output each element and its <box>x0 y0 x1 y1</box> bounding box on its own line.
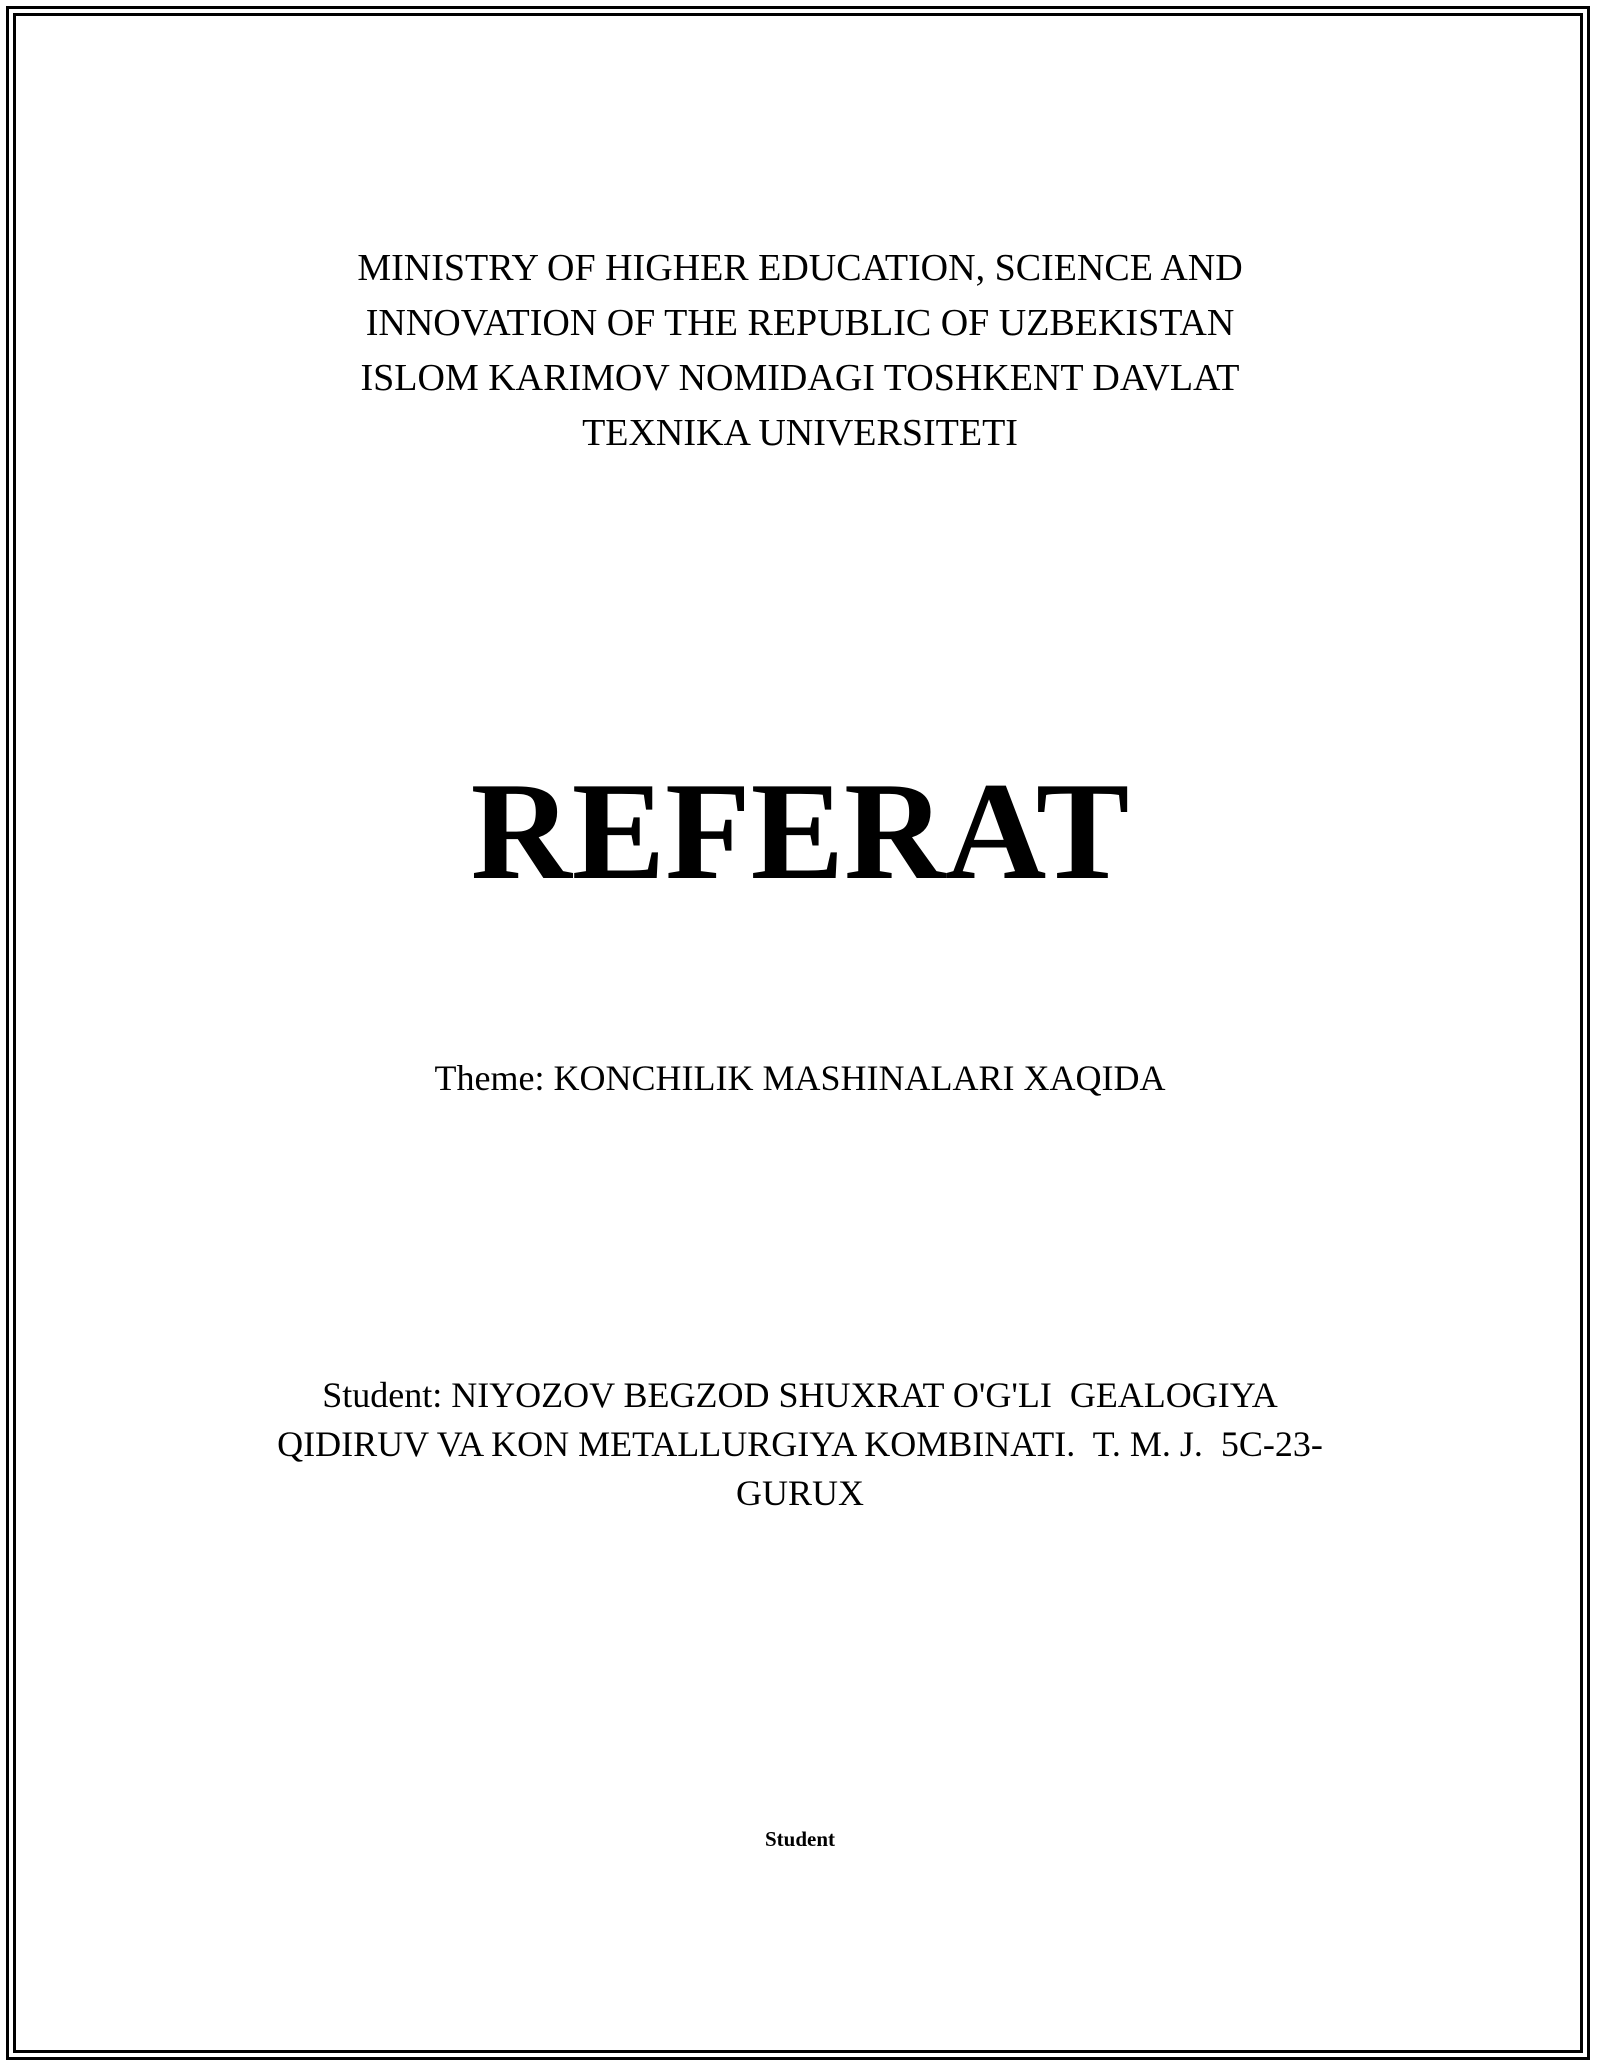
header-line: ISLOM KARIMOV NOMIDAGI TOSHKENT DAVLAT <box>360 357 1240 399</box>
theme-line: Theme: KONCHILIK MASHINALARI XAQIDA <box>434 1058 1166 1098</box>
student-line: GURUX <box>735 1473 864 1513</box>
footer-student-label: Student <box>764 1827 836 1851</box>
institution-header <box>0 241 1600 461</box>
student-line: Student: NIYOZOV BEGZOD SHUXRAT O'G'LI GEALOGIYA <box>322 1375 1278 1415</box>
student-line: QIDIRUV VA KON METALLURGIYA KOMBINATI. T. M. J. 5C-23- <box>277 1424 1323 1464</box>
document-title: REFERAT <box>470 754 1130 909</box>
header-line: TEXNIKA UNIVERSITETI <box>582 412 1018 454</box>
header-line: INNOVATION OF THE REPUBLIC OF UZBEKISTAN <box>365 302 1235 344</box>
header-line: MINISTRY OF HIGHER EDUCATION, SCIENCE AND <box>357 247 1243 289</box>
student-info <box>0 1371 1600 1518</box>
